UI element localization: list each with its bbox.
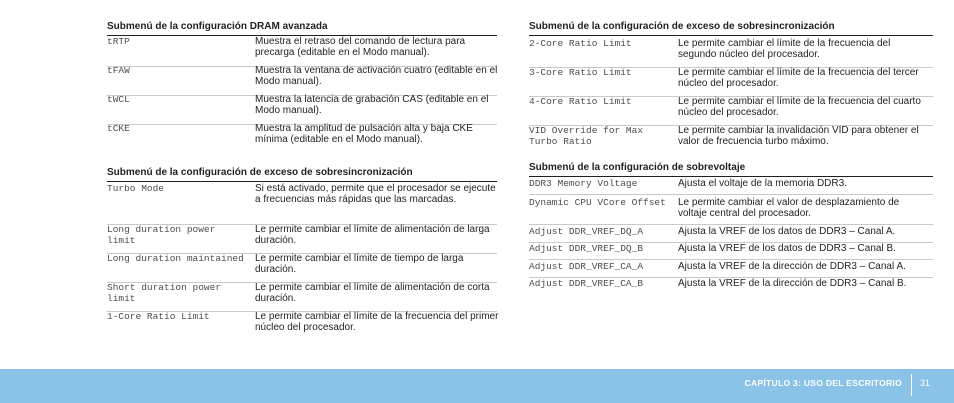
description: Ajusta la VREF de los datos de DDR3 – Canal B. [678, 243, 896, 254]
table-row [107, 66, 497, 96]
description: Le permite cambiar la invalidación VID para obtener el valor de frecuencia turbo máximo. [678, 125, 919, 147]
voltage-section-title: Submenú de la configuración de sobrevoltaje [529, 162, 933, 177]
table-row [107, 254, 497, 283]
term: tWCL [107, 94, 130, 105]
term: 1-Core Ratio Limit [107, 311, 210, 322]
table-row [529, 39, 933, 68]
table-row [529, 126, 933, 154]
description: Ajusta la VREF de la dirección de DDR3 – Canal B. [678, 278, 907, 289]
term: tRTP [107, 36, 130, 47]
page-footer [0, 369, 954, 403]
description: Le permite cambiar el valor de desplazamiento de voltaje central del procesador. [678, 197, 900, 219]
description: Le permite cambiar el límite de la frecuencia del tercer núcleo del procesador. [678, 67, 919, 89]
description: Le permite cambiar el límite de la frecuencia del primer núcleo del procesador. [255, 311, 499, 333]
term: Long duration power limit [107, 224, 216, 246]
description: Le permite cambiar el límite de la frecuencia del segundo núcleo del procesador. [678, 38, 891, 60]
table-row [107, 124, 497, 153]
table-row [107, 283, 497, 312]
table-row [529, 244, 933, 260]
term: Dynamic CPU VCore Offset [529, 197, 666, 208]
term: 3-Core Ratio Limit [529, 67, 632, 78]
term: Adjust DDR_VREF_CA_B [529, 278, 644, 289]
description: Muestra la ventana de activación cuatro (editable en el Modo manual). [255, 65, 498, 87]
term: 2-Core Ratio Limit [529, 38, 632, 49]
description: Le permite cambiar el límite de tiempo de larga duración. [255, 253, 464, 275]
table-row [529, 279, 933, 294]
table-row [107, 312, 497, 340]
table-row [529, 179, 933, 195]
term: Long duration maintained [107, 253, 244, 264]
term: VID Override for Max Turbo Ratio [529, 125, 644, 147]
description: Le permite cambiar el límite de alimentación de larga duración. [255, 224, 490, 246]
page-number: 31 [920, 378, 931, 388]
term: Short duration power limit [107, 282, 222, 304]
table-row [529, 97, 933, 126]
table-row [107, 37, 497, 67]
term: Turbo Mode [107, 183, 165, 194]
table-row [529, 262, 933, 278]
table-row [529, 227, 933, 243]
description: Si está activado, permite que el procesador se ejecute a frecuencias más rápidas que las marcadas. [255, 183, 496, 205]
table-row [529, 68, 933, 97]
term: tFAW [107, 65, 130, 76]
term: 4-Core Ratio Limit [529, 96, 632, 107]
footer-divider [911, 374, 912, 396]
table-row [107, 184, 497, 225]
description: Le permite cambiar el límite de alimentación de corta duración. [255, 282, 490, 304]
table-row [107, 95, 497, 125]
description: Muestra la latencia de grabación CAS (editable en el Modo manual). [255, 94, 489, 116]
term: tCKE [107, 123, 130, 134]
description: Le permite cambiar el límite de la frecuencia del cuarto núcleo del procesador. [678, 96, 921, 118]
dram-section-title: Submenú de la configuración DRAM avanzada [107, 21, 497, 36]
turbo-section-title: Submenú de la configuración de exceso de sobresincronización [529, 21, 933, 36]
chapter-label: CAPÍTULO 3: USO DEL ESCRITORIO [744, 378, 902, 388]
description: Ajusta la VREF de la dirección de DDR3 – Canal A. [678, 261, 906, 272]
term: Adjust DDR_VREF_DQ_B [529, 243, 644, 254]
term: Adjust DDR_VREF_CA_A [529, 261, 644, 272]
table-row [107, 225, 497, 254]
description: Ajusta el voltaje de la memoria DDR3. [678, 178, 847, 189]
turbo-section-title: Submenú de la configuración de exceso de sobresincronización [107, 167, 497, 182]
term: DDR3 Memory Voltage [529, 178, 638, 189]
description: Muestra el retraso del comando de lectura para precarga (editable en el Modo manual). [255, 36, 466, 58]
description: Muestra la amplitud de pulsación alta y baja CKE mínima (editable en el Modo manual). [255, 123, 473, 145]
table-row [529, 198, 933, 225]
description: Ajusta la VREF de los datos de DDR3 – Canal A. [678, 226, 896, 237]
term: Adjust DDR_VREF_DQ_A [529, 226, 644, 237]
